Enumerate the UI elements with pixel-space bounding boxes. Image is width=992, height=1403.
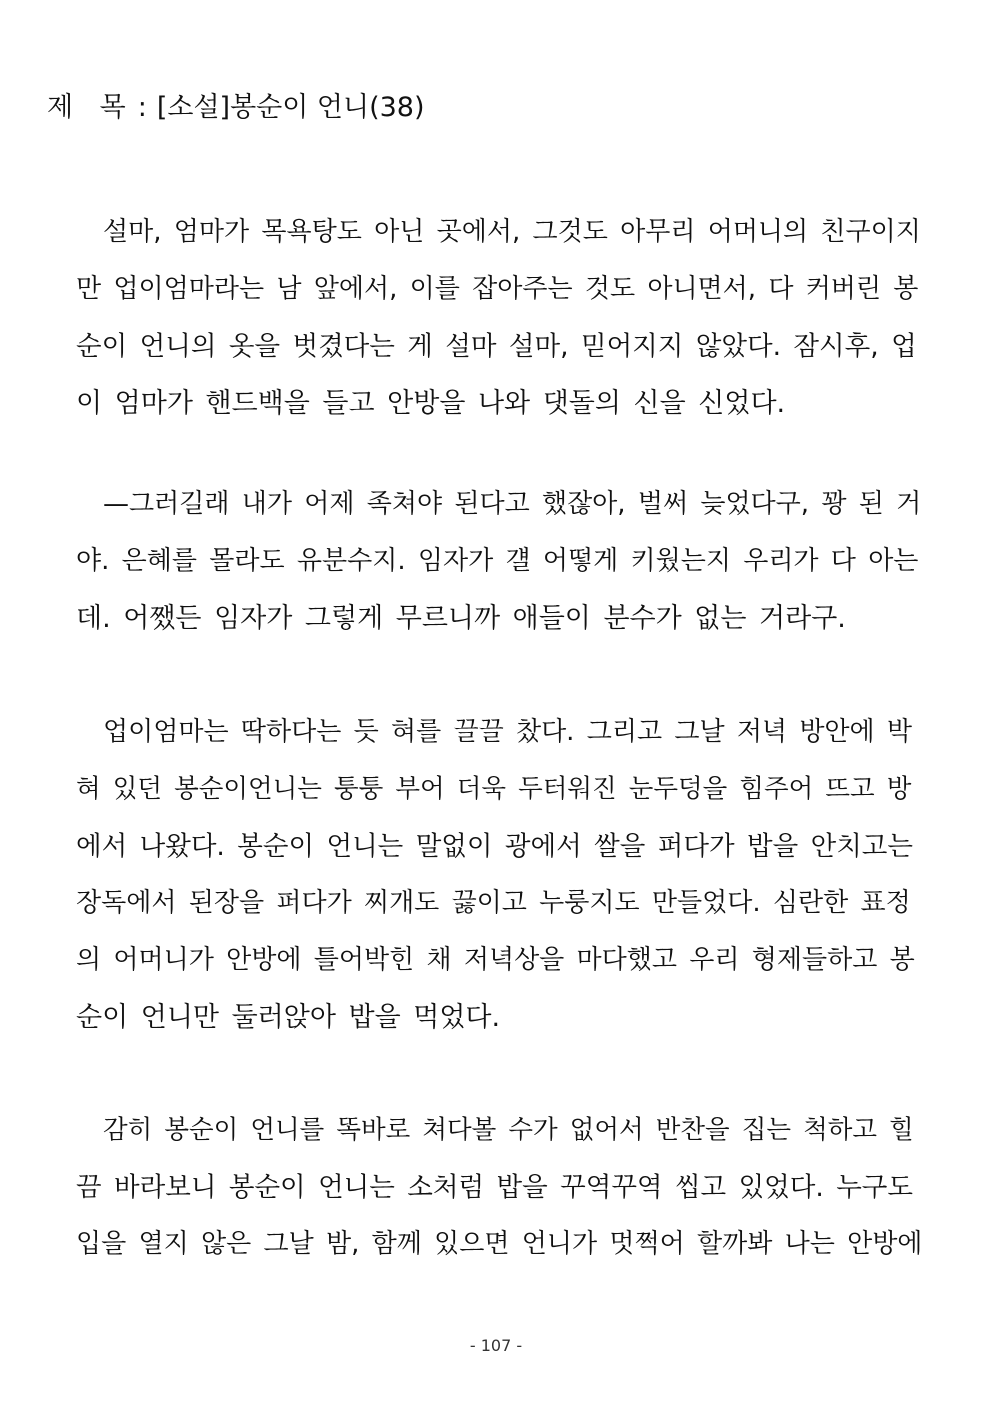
paragraph-line: 에서 나왔다. 봉순이 언니는 말없이 광에서 쌀을 퍼다가 밥을 안치고는 bbox=[76, 831, 914, 862]
paragraph-4 bbox=[76, 1102, 926, 1273]
page-number: - 107 - bbox=[469, 1336, 523, 1355]
paragraph-line: 이 엄마가 핸드백을 들고 안방을 나와 댓돌의 신을 신었다. bbox=[76, 388, 786, 419]
paragraph-line: —그러길래 내가 어제 족쳐야 된다고 했잖아, 벌써 늦었다구, 꽝 된 거 bbox=[103, 489, 922, 519]
paragraph-line: 만 업이엄마라는 남 앞에서, 이를 잡아주는 것도 아니면서, 다 커버린 봉 bbox=[76, 274, 919, 304]
title-text: [소설]봉순이 언니(38) bbox=[156, 92, 425, 123]
paragraph-line: 업이엄마는 딱하다는 듯 혀를 끌끌 찼다. 그리고 그날 저녁 방안에 박 bbox=[103, 717, 913, 747]
paragraph-2 bbox=[76, 476, 926, 647]
paragraph-line: 의 어머니가 안방에 틀어박힌 채 저녁상을 마다했고 우리 형제들하고 봉 bbox=[76, 945, 915, 975]
paragraph-line: 혀 있던 봉순이언니는 퉁퉁 부어 더욱 두터워진 눈두덩을 힘주어 뜨고 방 bbox=[76, 774, 912, 804]
paragraph-line: 끔 바라보니 봉순이 언니는 소처럼 밥을 꾸역꾸역 씹고 있었다. 누구도 bbox=[76, 1172, 914, 1203]
title-colon: : bbox=[137, 92, 147, 123]
paragraph-1 bbox=[76, 204, 926, 432]
paragraph-line: 설마, 엄마가 목욕탕도 아닌 곳에서, 그것도 아무리 어머니의 친구이지 bbox=[103, 217, 921, 247]
paragraph-line: 입을 열지 않은 그날 밤, 함께 있으면 언니가 멋쩍어 할까봐 나는 안방에 bbox=[76, 1229, 923, 1259]
paragraph-line: 야. 은혜를 몰라도 유분수지. 임자가 걜 어떻게 키웠는지 우리가 다 아는 bbox=[76, 546, 919, 576]
document-title bbox=[47, 88, 425, 128]
paragraph-line: 장독에서 된장을 퍼다가 찌개도 끓이고 누룽지도 만들었다. 심란한 표정 bbox=[76, 888, 911, 918]
title-label: 제 목 bbox=[47, 92, 126, 123]
paragraph-line: 순이 언니의 옷을 벗겼다는 게 설마 설마, 믿어지지 않았다. 잠시후, 업 bbox=[76, 331, 917, 362]
paragraph-line: 순이 언니만 둘러앉아 밥을 먹었다. bbox=[76, 1002, 501, 1033]
paragraph-3 bbox=[76, 704, 926, 1046]
paragraph-line: 감히 봉순이 언니를 똑바로 쳐다볼 수가 없어서 반찬을 집는 척하고 힐 bbox=[103, 1115, 914, 1145]
paragraph-line: 데. 어쨌든 임자가 그렇게 무르니까 애들이 분수가 없는 거라구. bbox=[76, 603, 846, 634]
